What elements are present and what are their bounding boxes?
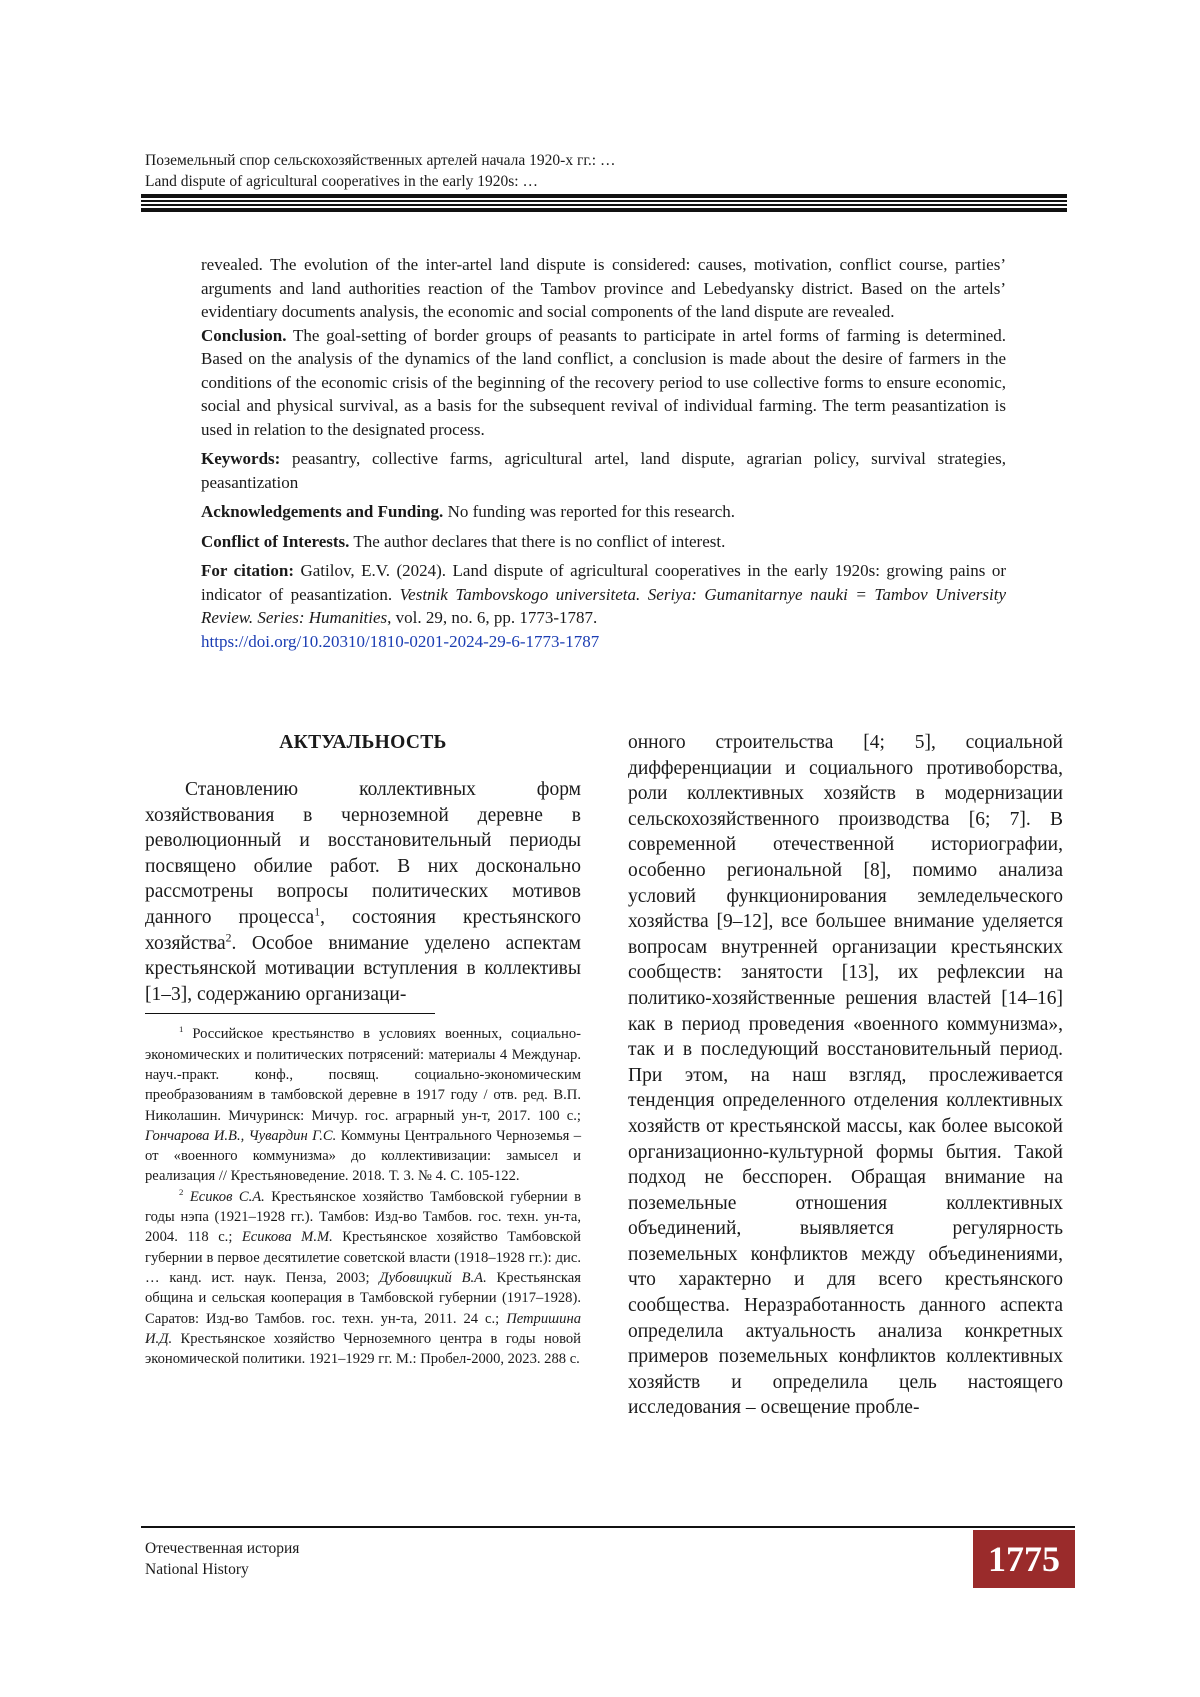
funding-text: No funding was reported for this research. xyxy=(443,502,736,521)
doi-link[interactable]: https://doi.org/10.20310/1810-0201-2024-29-6-1773-1787 xyxy=(201,631,600,651)
footer-ru: Отечественная история xyxy=(145,1540,300,1557)
conclusion-paragraph xyxy=(201,324,1006,442)
results-tail: revealed. The evolution of the inter-artel land dispute is considered: causes, motivation, conflict course, parties’ arguments and land authorities reaction of the Tambov province and Lebedyansky district. Based on the artels’ evidentiary documents analysis, the economic and social components of the land dispute are revealed. xyxy=(201,255,1006,321)
footnote-2 xyxy=(145,1187,581,1370)
footnote-2-number: 2 xyxy=(179,1186,184,1197)
running-header-ru: Поземельный спор сельскохозяйственных артелей начала 1920-х гг.: … xyxy=(145,152,616,169)
running-header xyxy=(145,150,1065,192)
conflict-paragraph xyxy=(201,530,1006,554)
keywords-paragraph xyxy=(201,447,1006,494)
footnote-ref-1[interactable]: 1 xyxy=(314,905,321,919)
footnote-1-authors: Гончарова И.В., Чувардин Г.С. xyxy=(145,1127,337,1144)
footnote-2-author-3: Дубовицкий В.А. xyxy=(379,1269,487,1286)
page-number-badge xyxy=(973,1530,1075,1588)
footnote-2-author-1: Есиков С.А. xyxy=(189,1188,265,1205)
p1-part-c: . Особое внимание уделено аспектам крестьянской мотивации вступления в коллективы [1–3], содержанию организаци- xyxy=(145,932,581,1005)
page-number: 1775 xyxy=(988,1539,1060,1579)
conclusion-label: Conclusion. xyxy=(201,325,287,345)
abstract-block xyxy=(201,253,1006,653)
left-body-paragraph xyxy=(145,777,581,1007)
funding-paragraph xyxy=(201,500,1006,524)
running-header-en: Land dispute of agricultural cooperatives in the early 1920s: … xyxy=(145,173,538,190)
footnote-2-text-1: Крестьянское хозяйство Тамбовской губернии в годы нэпа (1921–1928 гг.). Тамбов: Изд-во Тамбов. гос. техн. ун-та, 2004. 118 с.; xyxy=(145,1188,581,1246)
left-column xyxy=(145,730,581,1369)
footnote-separator xyxy=(145,1013,435,1014)
footnote-1-text-a: Российское крестьянство в условиях военных, социально-экономических и политических потрясений: материалы 4 Междунар. науч.-практ. конф., посвящ. социально-экономическим преобразованиям в тамбовской деревне в 1917 году / отв. ред. В.П. Николашин. Мичуринск: Мичур. гос. аграрный ун-т, 2017. 100 с.; xyxy=(145,1026,581,1124)
section-title: АКТУАЛЬНОСТЬ xyxy=(279,732,447,753)
footer-rule xyxy=(141,1526,1075,1528)
p1-part-b: , состояния крестьянского хозяйства xyxy=(145,906,581,954)
footer-en: National History xyxy=(145,1561,249,1578)
footnote-2-text-2: Крестьянское хозяйство Тамбовской губернии в первое десятилетие советской власти (1918–1928 гг.): дис. … канд. ист. наук. Пенза, 2003; xyxy=(145,1229,581,1286)
footnote-ref-2[interactable]: 2 xyxy=(225,931,232,945)
footnote-1 xyxy=(145,1024,581,1186)
footnote-2-text-4: Крестьянское хозяйство Черноземного центра в годы новой экономической политики. 1921–1929 гг. М.: Пробел-2000, 2023. 288 с. xyxy=(145,1330,581,1368)
citation-paragraph xyxy=(201,559,1006,653)
header-rule xyxy=(141,194,1067,212)
funding-label: Acknowledgements and Funding. xyxy=(201,502,444,521)
conflict-text: The author declares that there is no conflict of interest. xyxy=(349,531,726,551)
conclusion-text: The goal-setting of border groups of peasants to participate in artel forms of farming is determined. Based on the analysis of the dynamics of the land conflict, a conclusion is made about the desire of farmers in the conditions of the economic crisis of the beginning of the recovery period to use collective forms to ensure economic, social and physical survival, as a basis for the subsequent revival of individual farming. The term peasantization is used in relation to the designated process. xyxy=(201,325,1006,439)
conflict-label: Conflict of Interests. xyxy=(201,531,350,551)
journal-section-footer xyxy=(145,1538,545,1580)
footnote-1-number: 1 xyxy=(179,1024,184,1035)
citation-journal: Vestnik Tambovskogo universiteta. Seriya: Gumanitarnye nauki = Tambov University Review. Series: Humanities xyxy=(201,584,1006,627)
right-body-paragraph: онного строительства [4; 5], социальной дифференциации и социального противоборства, роли коллективных хозяйств в модернизации сельскохозяйственного производства [6; 7]. В современной отечественной историографии, особенно региональной [8], помимо анализа условий функционирования земледельческого хозяйства [9–12], все большее внимание уделяется вопросам внутренней организации крестьянских сообществ: занятости [13], их рефлексии на политико-хозяйственные решения властей [14–16] как в период проведения «военного коммунизма», так и в последующий восстановительный период. При этом, на наш взгляд, прослеживается тенденция определенного отделения коллективных хозяйств от крестьянской массы, как более высокой организационно-культурной формы бытия. Такой подход не бесспорен. Обращая внимание на поземельные отношения коллективных объединений, выявляется регулярность поземельных конфликтов между объединениями, что характерно и для всего крестьянского сообщества. Неразработанность данного аспекта определила актуальность анализа конкретных примеров поземельных конфликтов коллективных хозяйств и определила цель настоящего исследования – освещение пробле- xyxy=(628,732,1063,1419)
citation-tail: , vol. 29, no. 6, pp. 1773-1787. xyxy=(387,608,598,627)
citation-label: For citation: xyxy=(201,561,295,580)
footnote-2-author-4: Петришина И.Д. xyxy=(145,1310,581,1347)
keywords-label: Keywords: xyxy=(201,449,281,468)
citation-text: Gatilov, E.V. (2024). Land dispute of agricultural cooperatives in the early 1920s: growing pains or indicator of peasantization. xyxy=(201,561,1006,604)
footnote-1-text-b: Коммуны Центрального Черноземья – от «военного коммунизма» до коллективизации: замысел и реализация // Крестьяноведение. 2018. Т. 3. № 4. С. 105-122. xyxy=(145,1127,581,1185)
footnote-2-text-3: Крестьянская община и сельская кооперация в Тамбовской губернии (1917–1928). Саратов: Изд-во Тамбов. гос. техн. ун-та, 2011. 24 с.; xyxy=(145,1269,581,1327)
footnote-2-author-2: Есикова М.М. xyxy=(241,1229,333,1246)
keywords-text: peasantry, collective farms, agricultural artel, land dispute, agrarian policy, survival strategies, peasantization xyxy=(201,449,1006,492)
p1-part-a: Становлению коллективных форм хозяйствования в черноземной деревне в революционный и восстановительный периоды посвящено обилие работ. В них досконально рассмотрены вопросы политических мотивов данного процесса xyxy=(145,779,581,928)
right-column xyxy=(628,730,1063,1421)
